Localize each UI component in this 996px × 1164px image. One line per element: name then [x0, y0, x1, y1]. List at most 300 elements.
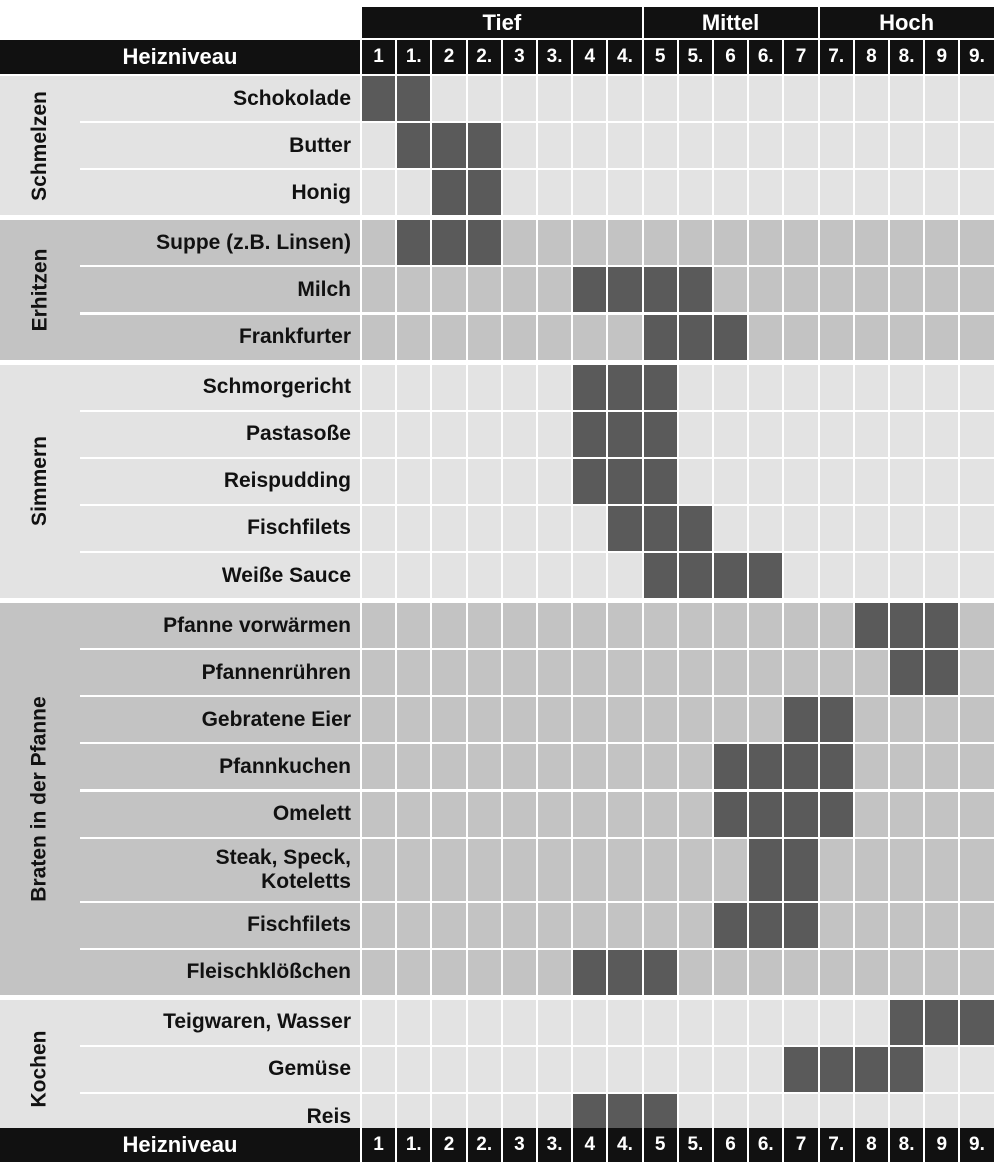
heat-cell — [573, 553, 608, 600]
heat-cell — [714, 267, 749, 314]
heat-cell — [925, 220, 960, 267]
heat-cell — [749, 697, 784, 744]
heat-cell — [890, 792, 925, 839]
footer-level-9: 5. — [679, 1128, 712, 1162]
heat-cell — [362, 365, 397, 412]
heat-cell — [432, 903, 467, 950]
heat-cell — [468, 839, 503, 903]
heat-cell — [397, 506, 432, 553]
heat-cell — [925, 839, 960, 903]
heat-cell — [890, 506, 925, 553]
category-label: Simmern — [28, 436, 51, 527]
heat-cell — [679, 839, 714, 903]
active-heat-cell — [362, 76, 397, 123]
active-heat-cell — [468, 123, 503, 170]
active-heat-cell — [679, 267, 714, 314]
heat-cell — [820, 365, 855, 412]
heat-cell — [960, 76, 995, 123]
heat-cell — [784, 170, 819, 217]
heat-cell — [362, 170, 397, 217]
heat-cell — [362, 459, 397, 506]
heat-cell — [608, 744, 643, 791]
heat-cell — [397, 170, 432, 217]
active-heat-cell — [784, 1047, 819, 1094]
heat-cell — [925, 903, 960, 950]
heat-cell — [362, 553, 397, 600]
heat-cell — [925, 950, 960, 997]
heat-cell — [432, 267, 467, 314]
heat-cell — [714, 1000, 749, 1047]
heat-cell — [890, 950, 925, 997]
heat-cell — [714, 1047, 749, 1094]
heat-cell — [608, 603, 643, 650]
heat-cell — [644, 220, 679, 267]
heat-cell — [820, 267, 855, 314]
footer-level-17: 9. — [960, 1128, 993, 1162]
header-level-4: 3 — [503, 40, 536, 74]
heat-cell — [820, 839, 855, 903]
heat-cell — [820, 506, 855, 553]
heat-cell — [397, 697, 432, 744]
heat-cell — [855, 792, 890, 839]
heat-cell — [362, 506, 397, 553]
heat-cell — [362, 792, 397, 839]
heat-cell — [503, 839, 538, 903]
row-label: Fischfilets — [80, 506, 362, 553]
heat-cell — [468, 903, 503, 950]
heat-cell — [960, 792, 995, 839]
active-heat-cell — [749, 744, 784, 791]
heat-cell — [820, 123, 855, 170]
heat-cell — [820, 315, 855, 362]
heat-cell — [855, 839, 890, 903]
heat-cell — [925, 267, 960, 314]
active-heat-cell — [749, 792, 784, 839]
row-label: Frankfurter — [80, 315, 362, 362]
heat-cell — [820, 459, 855, 506]
heat-cell — [855, 170, 890, 217]
heat-cell — [468, 650, 503, 697]
heat-cell — [538, 412, 573, 459]
heat-cell — [503, 603, 538, 650]
row-label: Omelett — [80, 792, 362, 839]
heat-cell — [432, 365, 467, 412]
row-label: Suppe (z.B. Linsen) — [80, 220, 362, 267]
heat-cell — [890, 903, 925, 950]
heat-cell — [644, 903, 679, 950]
heat-cell — [855, 950, 890, 997]
heat-cell — [679, 76, 714, 123]
heat-cell — [855, 697, 890, 744]
heat-cell — [573, 220, 608, 267]
footer-level-6: 4 — [573, 1128, 606, 1162]
heat-cell — [538, 170, 573, 217]
heat-cell — [890, 839, 925, 903]
header-level-0: 1 — [362, 40, 395, 74]
heat-cell — [432, 603, 467, 650]
heat-cell — [362, 650, 397, 697]
heat-cell — [468, 697, 503, 744]
footer-level-11: 6. — [749, 1128, 782, 1162]
heat-cell — [608, 903, 643, 950]
heat-cell — [432, 950, 467, 997]
heat-cell — [538, 697, 573, 744]
heat-cell — [362, 123, 397, 170]
active-heat-cell — [925, 1000, 960, 1047]
header-heizniveau-title: Heizniveau — [0, 40, 360, 74]
heat-cell — [714, 650, 749, 697]
category-braten-in-der-pfanne — [0, 603, 80, 997]
heat-cell — [503, 267, 538, 314]
heat-cell — [608, 553, 643, 600]
heat-cell — [362, 603, 397, 650]
heat-cell — [608, 1000, 643, 1047]
heat-cell — [960, 744, 995, 791]
heat-cell — [855, 903, 890, 950]
heat-cell — [397, 459, 432, 506]
heat-cell — [644, 697, 679, 744]
heat-cell — [960, 220, 995, 267]
active-heat-cell — [644, 412, 679, 459]
footer-level-5: 3. — [538, 1128, 571, 1162]
heat-cell — [503, 170, 538, 217]
active-heat-cell — [644, 315, 679, 362]
heat-cell — [749, 123, 784, 170]
heat-cell — [925, 792, 960, 839]
heat-cell — [925, 744, 960, 791]
heat-cell — [468, 76, 503, 123]
heat-cell — [749, 220, 784, 267]
active-heat-cell — [714, 792, 749, 839]
heat-cell — [925, 553, 960, 600]
heat-cell — [644, 1000, 679, 1047]
heat-cell — [644, 650, 679, 697]
category-schmelzen — [0, 76, 80, 217]
heat-cell — [538, 903, 573, 950]
heat-cell — [890, 697, 925, 744]
heat-cell — [714, 123, 749, 170]
heat-cell — [679, 744, 714, 791]
active-heat-cell — [644, 506, 679, 553]
heat-cell — [644, 123, 679, 170]
heat-cell — [573, 903, 608, 950]
heat-cell — [890, 220, 925, 267]
heat-cell — [432, 839, 467, 903]
active-heat-cell — [820, 744, 855, 791]
heat-cell — [432, 650, 467, 697]
heat-cell — [397, 412, 432, 459]
heat-cell — [503, 459, 538, 506]
active-heat-cell — [608, 950, 643, 997]
active-heat-cell — [960, 1000, 995, 1047]
heat-cell — [468, 744, 503, 791]
active-heat-cell — [890, 603, 925, 650]
heat-cell — [820, 903, 855, 950]
heat-cell — [397, 1000, 432, 1047]
heat-cell — [855, 1000, 890, 1047]
heat-cell — [714, 412, 749, 459]
heat-cell — [749, 365, 784, 412]
footer-level-16: 9 — [925, 1128, 958, 1162]
active-heat-cell — [784, 903, 819, 950]
heat-cell — [608, 76, 643, 123]
heat-cell — [397, 1047, 432, 1094]
heat-cell — [608, 315, 643, 362]
active-heat-cell — [820, 1047, 855, 1094]
row-label: Weiße Sauce — [80, 553, 362, 600]
heat-cell — [784, 315, 819, 362]
heat-cell — [855, 744, 890, 791]
heat-cell — [890, 267, 925, 314]
heat-cell — [855, 220, 890, 267]
heat-cell — [644, 792, 679, 839]
heat-cell — [644, 76, 679, 123]
heat-cell — [960, 903, 995, 950]
heat-cell — [925, 123, 960, 170]
active-heat-cell — [679, 506, 714, 553]
footer-level-10: 6 — [714, 1128, 747, 1162]
active-heat-cell — [397, 76, 432, 123]
heat-cell — [749, 1000, 784, 1047]
heat-cell — [362, 315, 397, 362]
heat-cell — [820, 603, 855, 650]
heat-cell — [749, 603, 784, 650]
heat-cell — [503, 315, 538, 362]
heat-cell — [925, 506, 960, 553]
heat-cell — [432, 506, 467, 553]
active-heat-cell — [573, 950, 608, 997]
heat-cell — [960, 315, 995, 362]
heat-cell — [714, 459, 749, 506]
heat-cell — [960, 365, 995, 412]
active-heat-cell — [890, 1000, 925, 1047]
active-heat-cell — [890, 1047, 925, 1094]
active-heat-cell — [925, 650, 960, 697]
heat-cell — [925, 459, 960, 506]
heat-cell — [608, 123, 643, 170]
heat-cell — [855, 412, 890, 459]
row-label: Pastasoße — [80, 412, 362, 459]
header-level-8: 5 — [644, 40, 677, 74]
heat-cell — [679, 697, 714, 744]
heat-cell — [749, 267, 784, 314]
active-heat-cell — [714, 315, 749, 362]
heat-cell — [644, 744, 679, 791]
active-heat-cell — [608, 267, 643, 314]
heat-cell — [925, 315, 960, 362]
heat-cell — [960, 123, 995, 170]
heat-cell — [855, 267, 890, 314]
heat-cell — [784, 650, 819, 697]
heat-cell — [397, 553, 432, 600]
heat-cell — [503, 506, 538, 553]
heat-cell — [714, 839, 749, 903]
active-heat-cell — [468, 220, 503, 267]
heat-cell — [503, 365, 538, 412]
heat-cell — [925, 412, 960, 459]
heat-cell — [679, 950, 714, 997]
band-header-mittel: Mittel — [644, 7, 818, 38]
heat-cell — [960, 950, 995, 997]
heat-cell — [820, 412, 855, 459]
heat-cell — [714, 950, 749, 997]
active-heat-cell — [608, 365, 643, 412]
heat-cell — [468, 553, 503, 600]
heat-cell — [432, 697, 467, 744]
heat-cell — [679, 123, 714, 170]
heat-cell — [960, 267, 995, 314]
heat-cell — [538, 744, 573, 791]
heat-cell — [573, 697, 608, 744]
heat-cell — [784, 220, 819, 267]
heat-cell — [397, 603, 432, 650]
footer-level-2: 2 — [432, 1128, 465, 1162]
row-label: Schokolade — [80, 76, 362, 123]
active-heat-cell — [432, 123, 467, 170]
heat-cell — [855, 76, 890, 123]
active-heat-cell — [679, 315, 714, 362]
heat-cell — [432, 553, 467, 600]
heat-cell — [960, 412, 995, 459]
heat-cell — [855, 459, 890, 506]
heat-cell — [573, 839, 608, 903]
row-label: Fischfilets — [80, 903, 362, 950]
heat-cell — [890, 553, 925, 600]
heat-cell — [538, 220, 573, 267]
heat-cell — [784, 950, 819, 997]
heat-cell — [749, 76, 784, 123]
heat-cell — [432, 792, 467, 839]
active-heat-cell — [608, 459, 643, 506]
heat-cell — [784, 1000, 819, 1047]
active-heat-cell — [820, 697, 855, 744]
heat-cell — [855, 650, 890, 697]
active-heat-cell — [573, 459, 608, 506]
active-heat-cell — [608, 412, 643, 459]
active-heat-cell — [432, 220, 467, 267]
heat-cell — [432, 744, 467, 791]
heat-cell — [890, 459, 925, 506]
active-heat-cell — [397, 220, 432, 267]
heat-cell — [749, 650, 784, 697]
heat-cell — [608, 839, 643, 903]
row-label: Pfannkuchen — [80, 744, 362, 791]
band-header-hoch: Hoch — [820, 7, 994, 38]
heat-cell — [890, 744, 925, 791]
heat-cell — [784, 412, 819, 459]
heat-cell — [679, 459, 714, 506]
footer-level-13: 7. — [820, 1128, 853, 1162]
heat-cell — [397, 950, 432, 997]
category-erhitzen — [0, 220, 80, 361]
heat-cell — [503, 697, 538, 744]
row-label: Honig — [80, 170, 362, 217]
row-label: Pfanne vorwärmen — [80, 603, 362, 650]
heat-cell — [573, 506, 608, 553]
heat-cell — [749, 412, 784, 459]
heat-cell — [784, 603, 819, 650]
heat-cell — [503, 1047, 538, 1094]
active-heat-cell — [714, 744, 749, 791]
heat-cell — [573, 603, 608, 650]
heat-cell — [468, 603, 503, 650]
heat-cell — [784, 123, 819, 170]
heat-cell — [608, 170, 643, 217]
heat-cell — [890, 412, 925, 459]
category-label: Erhitzen — [28, 248, 51, 332]
heat-cell — [855, 123, 890, 170]
active-heat-cell — [573, 412, 608, 459]
header-level-13: 7. — [820, 40, 853, 74]
heat-cell — [573, 170, 608, 217]
category-kochen — [0, 1000, 80, 1141]
heat-cell — [960, 506, 995, 553]
heat-cell — [432, 76, 467, 123]
heat-cell — [397, 650, 432, 697]
heat-cell — [714, 603, 749, 650]
active-heat-cell — [432, 170, 467, 217]
header-level-2: 2 — [432, 40, 465, 74]
heat-cell — [890, 123, 925, 170]
row-label: Gebratene Eier — [80, 697, 362, 744]
active-heat-cell — [784, 839, 819, 903]
heat-cell — [468, 267, 503, 314]
heat-cell — [362, 744, 397, 791]
header-level-1: 1. — [397, 40, 430, 74]
footer-level-14: 8 — [855, 1128, 888, 1162]
active-heat-cell — [644, 950, 679, 997]
heat-cell — [538, 792, 573, 839]
active-heat-cell — [784, 792, 819, 839]
row-label: Fleischklößchen — [80, 950, 362, 997]
heat-cell — [468, 412, 503, 459]
active-heat-cell — [644, 365, 679, 412]
active-heat-cell — [644, 553, 679, 600]
heat-cell — [784, 553, 819, 600]
heat-cell — [820, 1000, 855, 1047]
heat-cell — [925, 1047, 960, 1094]
heat-cell — [362, 697, 397, 744]
header-level-15: 8. — [890, 40, 923, 74]
active-heat-cell — [644, 267, 679, 314]
row-label: Butter — [80, 123, 362, 170]
heat-cell — [925, 697, 960, 744]
heat-cell — [820, 170, 855, 217]
active-heat-cell — [468, 170, 503, 217]
active-heat-cell — [820, 792, 855, 839]
heat-cell — [784, 76, 819, 123]
heat-cell — [714, 220, 749, 267]
heat-cell — [538, 459, 573, 506]
heat-cell — [784, 459, 819, 506]
heat-cell — [784, 506, 819, 553]
heat-cell — [468, 1000, 503, 1047]
heat-cell — [538, 315, 573, 362]
row-label: Schmorgericht — [80, 365, 362, 412]
header-level-7: 4. — [608, 40, 641, 74]
row-label: Gemüse — [80, 1047, 362, 1094]
heat-cell — [644, 603, 679, 650]
header-level-5: 3. — [538, 40, 571, 74]
footer-level-0: 1 — [362, 1128, 395, 1162]
band-header-tief: Tief — [362, 7, 642, 38]
heat-cell — [362, 1000, 397, 1047]
header-level-14: 8 — [855, 40, 888, 74]
heat-cell — [503, 1000, 538, 1047]
active-heat-cell — [644, 459, 679, 506]
active-heat-cell — [679, 553, 714, 600]
heat-cell — [925, 170, 960, 217]
